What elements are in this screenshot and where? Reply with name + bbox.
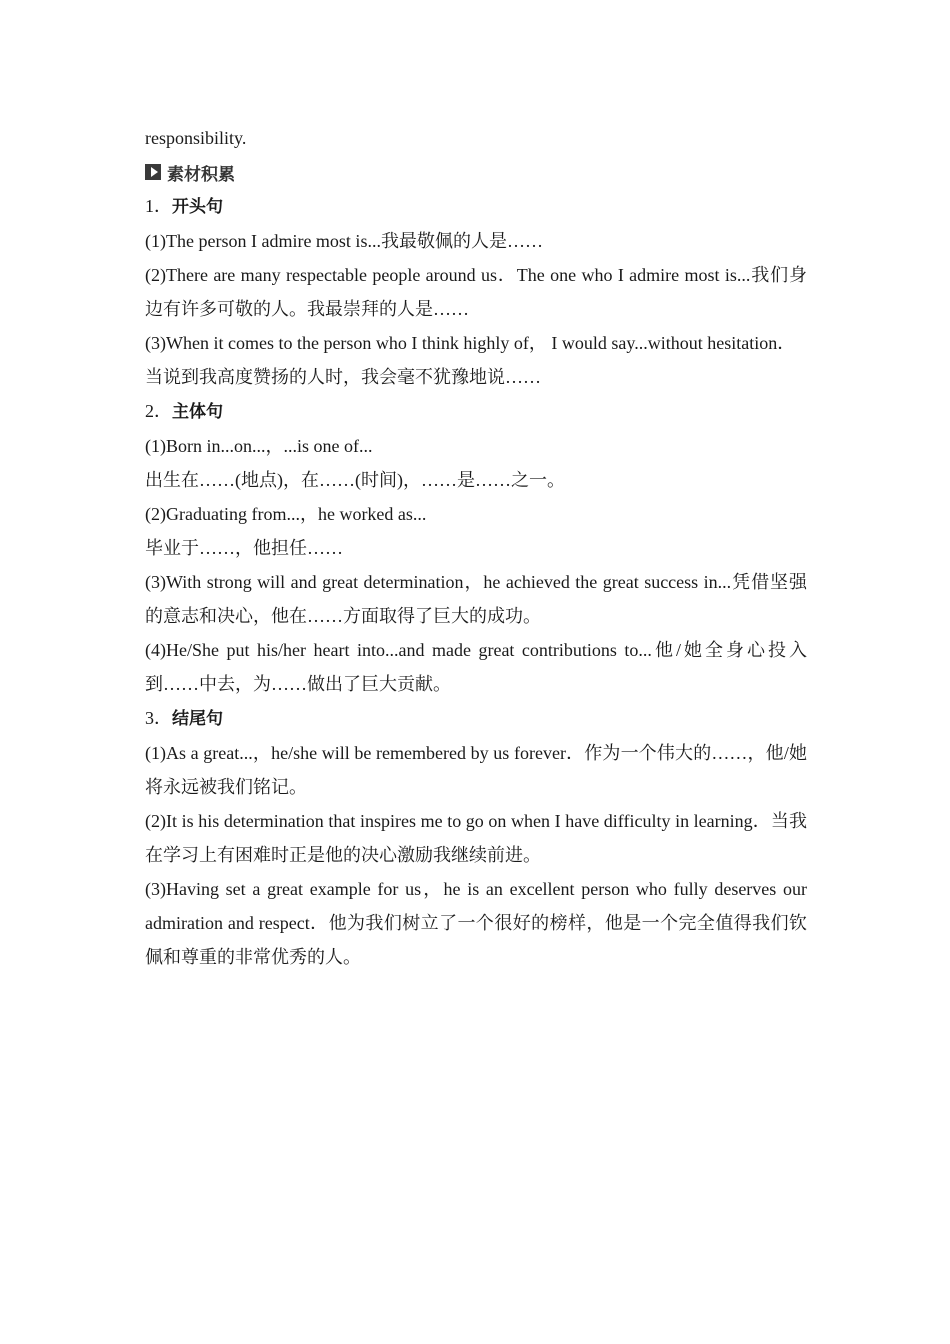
group-number: 3． [145, 708, 172, 728]
list-item: (3)With strong will and great determination，he achieved the great success in...凭借坚强的意志和决心，他在……方面取得了巨大的成功。 [145, 572, 807, 626]
group-heading-3 [145, 701, 807, 736]
group-number: 1． [145, 196, 172, 216]
list-item: (1)Born in...on...，...is one of... [145, 436, 373, 456]
group-heading-1 [145, 189, 807, 224]
group-title: 结尾句 [172, 709, 223, 729]
list-item: 当说到我高度赞扬的人时，我会毫不犹豫地说…… [145, 367, 541, 387]
section-title: 素材积累 [167, 164, 235, 185]
list-item: (2)Graduating from...，he worked as... [145, 504, 427, 524]
list-item: (1)The person I admire most is...我最敬佩的人是…… [145, 231, 543, 251]
list-item: (1)As a great...，he/she will be remembered by us forever．作为一个伟大的……，他/她将永远被我们铭记。 [145, 743, 807, 797]
section-heading [145, 157, 807, 187]
list-item: 毕业于……，他担任…… [145, 538, 343, 558]
list-item: (3)Having set a great example for us，he is an excellent person who fully deserves our admiration and respect．他为我们树立了一个很好的榜样，他是一个完全值得我们钦佩和尊重的非常优秀的人。 [145, 879, 807, 967]
group-title: 主体句 [172, 402, 223, 422]
list-item: 出生在……(地点)，在……(时间)，……是……之一。 [145, 470, 565, 490]
list-item: (3)When it comes to the person who I think highly of， I would say...without hesitation． [145, 333, 796, 353]
intro-tail-text: responsibility. [145, 128, 247, 148]
list-item: (2)There are many respectable people around us．The one who I admire most is...我们身边有许多可敬的人。我最崇拜的人是…… [145, 265, 807, 319]
group-title: 开头句 [172, 197, 223, 217]
page-content [145, 121, 807, 974]
play-triangle-icon [145, 164, 161, 180]
list-item: (2)It is his determination that inspires me to go on when I have difficulty in learning．当我在学习上有困难时正是他的决心激励我继续前进。 [145, 811, 807, 865]
group-heading-2 [145, 394, 807, 429]
group-number: 2． [145, 401, 172, 421]
list-item: (4)He/She put his/her heart into...and made great contributions to...他/她全身心投入到……中去，为……做出了巨大贡献。 [145, 640, 807, 694]
